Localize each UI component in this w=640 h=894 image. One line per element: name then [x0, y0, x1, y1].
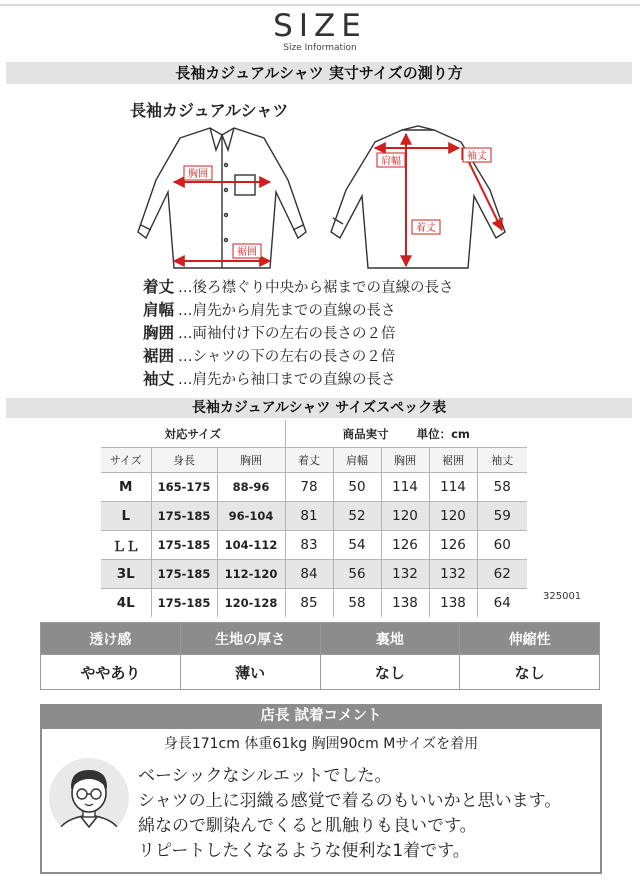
- hem-label: 裾囲: [237, 247, 257, 258]
- feature-value: ややあり: [41, 655, 181, 690]
- sleeve-cell: 59: [477, 502, 527, 531]
- group-fit-header: 対応サイズ: [101, 420, 285, 448]
- hem-cell: 114: [429, 473, 477, 502]
- size-cell: M: [101, 473, 151, 502]
- glossary-desc: …肩先から肩先までの直線の長さ: [178, 303, 396, 319]
- fit-chest-cell: 96-104: [217, 502, 285, 531]
- table-row: [101, 502, 527, 531]
- glossary-desc: …両袖付け下の左右の長さの２倍: [178, 326, 396, 342]
- col-header: 着丈: [285, 448, 333, 473]
- glossary-term: 裾囲: [143, 347, 175, 365]
- table-row: [101, 473, 527, 502]
- hem-cell: 126: [429, 531, 477, 560]
- group-product-header: [285, 420, 527, 448]
- table-row: [101, 531, 527, 560]
- size-cell: ＬＬ: [101, 531, 151, 560]
- feature-value: なし: [460, 655, 600, 690]
- chest-cell: 126: [381, 531, 429, 560]
- shoulder-cell: 50: [333, 473, 381, 502]
- shoulder-cell: 58: [333, 589, 381, 618]
- size-cell: 3L: [101, 560, 151, 589]
- col-header: 胸囲: [217, 448, 285, 473]
- comment-line: ベーシックなシルエットでした。: [138, 766, 392, 786]
- hem-cell: 132: [429, 560, 477, 589]
- table-row: [101, 560, 527, 589]
- feature-value: 薄い: [180, 655, 320, 690]
- measurement-glossary: [143, 276, 454, 391]
- col-header: 身長: [151, 448, 217, 473]
- feature-header: 生地の厚さ: [180, 623, 320, 655]
- length-cell: 78: [285, 473, 333, 502]
- chest-cell: 138: [381, 589, 429, 618]
- glossary-term: 着丈: [143, 278, 175, 296]
- page-title: SIZE: [273, 8, 367, 44]
- glossary-desc: …後ろ襟ぐり中央から裾までの直線の長さ: [178, 280, 454, 296]
- col-header: サイズ: [101, 448, 151, 473]
- glossary-row: [143, 368, 454, 391]
- feature-header: 裏地: [320, 623, 460, 655]
- chest-cell: 114: [381, 473, 429, 502]
- avatar: [48, 757, 130, 839]
- glossary-row: [143, 345, 454, 368]
- shirt-diagram: [110, 120, 530, 270]
- glossary-term: 肩幅: [143, 301, 175, 319]
- group-product-label: 商品実寸: [342, 426, 389, 441]
- col-header: 裾囲: [429, 448, 477, 473]
- length-cell: 85: [285, 589, 333, 618]
- glossary-desc: …肩先から袖口までの直線の長さ: [178, 372, 396, 388]
- sleeve-cell: 60: [477, 531, 527, 560]
- size-cell: L: [101, 502, 151, 531]
- glossary-row: [143, 299, 454, 322]
- unit-label: 単位：cm: [416, 426, 470, 441]
- height-cell: 175-185: [151, 531, 217, 560]
- glossary-term: 胸囲: [143, 324, 175, 342]
- feature-value: なし: [320, 655, 460, 690]
- shirt-caption: 長袖カジュアルシャツ: [130, 101, 289, 120]
- comment-line: 綿なので馴染んでくると肌触りも良いです。: [138, 816, 477, 836]
- product-code: 325001: [543, 591, 582, 602]
- col-header: 胸囲: [381, 448, 429, 473]
- table-row: [101, 589, 527, 618]
- length-label: 着丈: [416, 223, 436, 234]
- shoulder-cell: 56: [333, 560, 381, 589]
- height-cell: 175-185: [151, 560, 217, 589]
- height-cell: 175-185: [151, 502, 217, 531]
- sleeve-label: 袖丈: [467, 151, 487, 162]
- col-header: 袖丈: [477, 448, 527, 473]
- chest-cell: 120: [381, 502, 429, 531]
- hem-cell: 120: [429, 502, 477, 531]
- fit-chest-cell: 112-120: [217, 560, 285, 589]
- length-cell: 81: [285, 502, 333, 531]
- sleeve-cell: 64: [477, 589, 527, 618]
- sleeve-cell: 62: [477, 560, 527, 589]
- shoulder-label: 肩幅: [381, 156, 401, 167]
- page-subtitle: Size Information: [283, 43, 357, 53]
- length-cell: 83: [285, 531, 333, 560]
- comment-stats: 身長171cm 体重61kg 胸囲90cm Mサイズを着用: [163, 736, 479, 752]
- fit-chest-cell: 104-112: [217, 531, 285, 560]
- shoulder-cell: 52: [333, 502, 381, 531]
- top-divider: [0, 4, 640, 6]
- section-bar-measure: 長袖カジュアルシャツ 実寸サイズの測り方: [6, 62, 632, 84]
- fit-chest-cell: 88-96: [217, 473, 285, 502]
- section-bar-spec: 長袖カジュアルシャツ サイズスペック表: [6, 398, 632, 418]
- shoulder-cell: 54: [333, 531, 381, 560]
- comment-line: シャツの上に羽織る感覚で着るのもいいかと思います。: [138, 791, 562, 811]
- size-spec-table: [101, 420, 527, 617]
- front-shirt: [138, 128, 306, 268]
- feature-header: 伸縮性: [460, 623, 600, 655]
- fit-chest-cell: 120-128: [217, 589, 285, 618]
- comment-text: [138, 764, 561, 864]
- glossary-row: [143, 322, 454, 345]
- length-cell: 84: [285, 560, 333, 589]
- chest-cell: 132: [381, 560, 429, 589]
- glossary-desc: …シャツの下の左右の長さの２倍: [178, 349, 396, 365]
- glossary-row: [143, 276, 454, 299]
- hem-cell: 138: [429, 589, 477, 618]
- col-header: 肩幅: [333, 448, 381, 473]
- height-cell: 175-185: [151, 589, 217, 618]
- comment-line: リピートしたくなるような便利な1着です。: [138, 841, 470, 861]
- glossary-term: 袖丈: [143, 370, 175, 388]
- chest-label: 胸囲: [188, 169, 208, 180]
- height-cell: 165-175: [151, 473, 217, 502]
- sleeve-cell: 58: [477, 473, 527, 502]
- feature-header: 透け感: [41, 623, 181, 655]
- fabric-features-table: [40, 622, 600, 690]
- size-cell: 4L: [101, 589, 151, 618]
- comment-title: 店長 試着コメント: [40, 704, 602, 729]
